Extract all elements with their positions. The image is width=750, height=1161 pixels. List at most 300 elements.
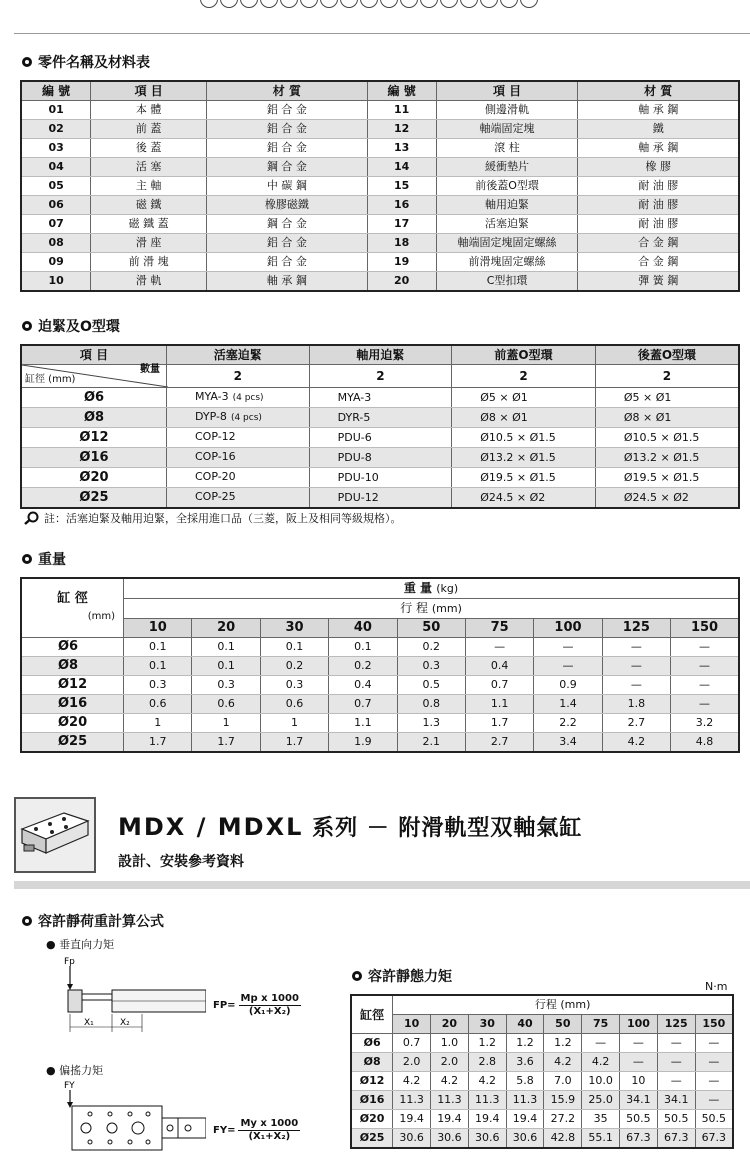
weight-cell: 4.8 [671,733,739,753]
weight-cell: 2.2 [534,714,602,733]
table-row [21,408,739,428]
table-cell: 磁 鐵 蓋 [91,215,207,234]
moment-cell: 1.2 [506,1034,544,1053]
table-cell: Ø10.5 × Ø1.5 [595,428,739,448]
weight-cell: — [671,695,739,714]
table-cell: 彈 簧 鋼 [578,272,739,292]
table-cell: 04 [21,158,91,177]
bore-cell: Ø16 [21,695,124,714]
moment-cell: — [695,1072,733,1091]
weight-table [20,577,740,753]
table-row [21,101,739,120]
table-cell: 軸 承 鋼 [207,272,367,292]
qty-cell: 2 [452,365,596,388]
table-row [21,158,739,177]
weight-cell: 0.6 [124,695,192,714]
moment-cell: 4.2 [582,1053,620,1072]
qty-cell: 2 [166,365,309,388]
piston-seal-cell [166,428,309,448]
moment-cell: — [657,1072,695,1091]
piston-seal-code: COP-16 [194,450,236,463]
table-cell: 橡膠磁鐵 [207,196,367,215]
stroke-header: 75 [465,619,533,638]
piston-seal-code: COP-20 [194,470,236,483]
moment-cell: 2.0 [393,1053,431,1072]
moment-cell: 4.2 [393,1072,431,1091]
moment-cell: 35 [582,1110,620,1129]
weight-cell: 0.3 [192,676,260,695]
table-cell: Ø19.5 × Ø1.5 [452,468,596,488]
table-row [351,1053,733,1072]
weight-title [124,578,739,599]
table-cell: 軸 承 鋼 [578,139,739,158]
table-cell: 05 [21,177,91,196]
table-cell: 側邊滑軌 [436,101,578,120]
weight-cell: 1.7 [124,733,192,753]
formula-fy-denominator: (X₁+X₂) [248,1131,291,1142]
formula-fp-denominator: (X₁+X₂) [248,1006,291,1017]
stroke-header: 100 [620,1015,658,1034]
weight-cell: 1.9 [329,733,397,753]
table-cell: 19 [367,253,436,272]
weight-cell: 1.8 [602,695,670,714]
moment-cell: — [657,1034,695,1053]
col-header: 前蓋O型環 [452,345,596,365]
table-cell: Ø5 × Ø1 [595,388,739,408]
bullet-icon [22,321,32,331]
moment-cell: 2.8 [468,1053,506,1072]
weight-cell: 1.3 [397,714,465,733]
weight-cell: 2.1 [397,733,465,753]
table-cell: 軸 承 鋼 [578,101,739,120]
fy-label: FY [64,1081,75,1091]
moment-cell: 3.6 [506,1053,544,1072]
col-header: 後蓋O型環 [595,345,739,365]
bore-cell: Ø8 [351,1053,393,1072]
moment-cell: 4.2 [468,1072,506,1091]
moment-cell: 30.6 [393,1129,431,1149]
table-row [21,733,739,753]
table-cell: 合 金 鋼 [578,234,739,253]
weight-title-text: 重 量 [403,581,433,595]
seals-heading: 迫緊及O型環 [22,316,120,336]
banner-bar [14,881,750,889]
table-row [351,1129,733,1149]
bullet-icon [22,554,32,564]
moment-bore-header: 缸徑 [351,995,393,1034]
weight-cell: — [671,657,739,676]
table-row [21,177,739,196]
moment-cell: 55.1 [582,1129,620,1149]
table-cell: 耐 油 膠 [578,196,739,215]
weight-cell: — [602,657,670,676]
table-cell: 橡 膠 [578,158,739,177]
table-cell: 鋼 合 金 [207,158,367,177]
yaw-moment-text: 偏搖力矩 [59,1064,104,1077]
static-moment-table [350,994,734,1149]
moment-cell: 15.9 [544,1091,582,1110]
formula-fp-numerator: Mp x 1000 [240,993,299,1004]
table-cell: 後 蓋 [91,139,207,158]
table-cell: Ø24.5 × Ø2 [595,488,739,509]
piston-seal-qty: (4 pcs) [232,393,264,403]
table-cell: Ø13.2 × Ø1.5 [452,448,596,468]
series-subtitle: 設計、安裝參考資料 [118,854,244,870]
weight-cell: 0.6 [192,695,260,714]
moment-cell: 19.4 [506,1110,544,1129]
table-cell: 前滑塊固定螺絲 [436,253,578,272]
table-cell: 20 [367,272,436,292]
stroke-label: 行 程 [400,601,429,615]
table-cell: 15 [367,177,436,196]
weight-cell: — [534,657,602,676]
piston-seal-code: DYP-8 [194,410,227,423]
moment-cell: — [582,1034,620,1053]
weight-cell: — [602,638,670,657]
stroke-header: 40 [506,1015,544,1034]
moment-cell: 50.5 [620,1110,658,1129]
stroke-header: 150 [671,619,739,638]
moment-cell: — [620,1034,658,1053]
table-cell: PDU-12 [309,488,452,509]
top-divider [14,33,750,34]
table-row [21,468,739,488]
moment-cell: 27.2 [544,1110,582,1129]
col-item-header: 項 目 [21,345,166,365]
table-cell: Ø10.5 × Ø1.5 [452,428,596,448]
col-header: 項 目 [436,81,578,101]
table-row [21,120,739,139]
table-row [21,253,739,272]
table-cell: Ø13.2 × Ø1.5 [595,448,739,468]
weight-cell: 0.2 [397,638,465,657]
bore-cell: Ø6 [21,388,166,408]
moment-cell: 11.3 [468,1091,506,1110]
stroke-header: 75 [582,1015,620,1034]
parts-material-table [20,80,740,292]
table-cell: 磁 鐵 [91,196,207,215]
moment-cell: 67.3 [657,1129,695,1149]
table-cell: 鋁 合 金 [207,234,367,253]
table-cell: PDU-6 [309,428,452,448]
yaw-load-diagram [56,1078,206,1161]
series-title-rest: 系列 － 附滑軌型双軸氣缸 [312,816,583,841]
bore-label: 缸 徑 [57,591,88,606]
moment-cell: 19.4 [393,1110,431,1129]
weight-cell: — [465,638,533,657]
moment-cell: 11.3 [431,1091,469,1110]
weight-cell: 1.7 [260,733,328,753]
bore-unit: (mm) [87,611,116,622]
moment-cell: 4.2 [544,1053,582,1072]
moment-cell: 30.6 [506,1129,544,1149]
formula-fp [213,993,301,1018]
x2-label: X₂ [120,1018,130,1028]
piston-seal-code: MYA-3 [194,390,229,403]
weight-cell: 0.3 [124,676,192,695]
bore-cell: Ø20 [21,714,124,733]
cylinder-product-icon [14,797,96,873]
bore-cell: Ø16 [21,448,166,468]
bore-cell: Ø8 [21,408,166,428]
yaw-moment-label: ● 偏搖力矩 [46,1064,104,1077]
table-cell: 07 [21,215,91,234]
weight-heading: 重量 [22,549,66,569]
table-cell: 鐵 [578,120,739,139]
moment-cell: 30.6 [468,1129,506,1149]
table-cell: 緩衝墊片 [436,158,578,177]
table-row [21,676,739,695]
moment-cell: 67.3 [695,1129,733,1149]
weight-cell: 3.4 [534,733,602,753]
bullet-icon [352,971,362,981]
weight-cell: 1.4 [534,695,602,714]
table-cell: 滑 軌 [91,272,207,292]
weight-cell: 1 [124,714,192,733]
table-cell: Ø8 × Ø1 [452,408,596,428]
table-cell: 鋁 合 金 [207,253,367,272]
bore-cell: Ø16 [351,1091,393,1110]
series-title-latin: MDX / MDXL [118,813,304,841]
table-row [351,1072,733,1091]
moment-cell: 2.0 [431,1053,469,1072]
table-cell: 12 [367,120,436,139]
moment-cell: — [695,1034,733,1053]
col-header: 軸用迫緊 [309,345,452,365]
table-cell: 鋁 合 金 [207,139,367,158]
table-cell: 鋼 合 金 [207,215,367,234]
piston-seal-cell [166,468,309,488]
piston-seal-code: COP-25 [194,490,236,503]
table-cell: MYA-3 [309,388,452,408]
piston-seal-cell [166,448,309,468]
bore-cell: Ø12 [351,1072,393,1091]
bore-cell: Ø25 [21,733,124,753]
qty-cell: 2 [595,365,739,388]
moment-cell: 5.8 [506,1072,544,1091]
stroke-header: 150 [695,1015,733,1034]
weight-cell: 0.1 [329,638,397,657]
table-cell: Ø5 × Ø1 [452,388,596,408]
weight-cell: 0.9 [534,676,602,695]
moment-cell: 34.1 [620,1091,658,1110]
table-row [21,638,739,657]
table-cell: 中 碳 鋼 [207,177,367,196]
bore-cell: Ø25 [351,1129,393,1149]
table-cell: DYR-5 [309,408,452,428]
table-cell: 合 金 鋼 [578,253,739,272]
weight-cell: — [671,676,739,695]
table-row [21,448,739,468]
table-row [21,714,739,733]
stroke-header: 125 [657,1015,695,1034]
stroke-header: 10 [393,1015,431,1034]
moment-cell: — [620,1053,658,1072]
table-cell: 耐 油 膠 [578,177,739,196]
table-row [21,272,739,292]
stroke-title [124,599,739,619]
seals-note: 註：活塞迫緊及軸用迫緊，全採用進口品（三菱，阪上及相同等級規格）。 [24,510,402,526]
weight-cell: 2.7 [602,714,670,733]
diagonal-header-cell [21,365,166,388]
series-banner [14,797,750,889]
table-cell: 鋁 合 金 [207,120,367,139]
stroke-header: 20 [192,619,260,638]
table-row [21,215,739,234]
piston-seal-cell [166,388,309,408]
table-cell: PDU-8 [309,448,452,468]
stroke-header: 30 [260,619,328,638]
weight-cell: 1 [260,714,328,733]
bullet-icon [22,57,32,67]
table-cell: 09 [21,253,91,272]
stroke-header: 30 [468,1015,506,1034]
formula-fp-lhs: FP= [213,1000,236,1011]
table-row [21,657,739,676]
top-circle-row [200,0,538,10]
stroke-header: 50 [397,619,465,638]
vertical-load-diagram [56,954,206,1036]
moment-cell: 11.3 [393,1091,431,1110]
stroke-header: 50 [544,1015,582,1034]
table-row [351,1091,733,1110]
table-cell: C型扣環 [436,272,578,292]
bullet-icon [22,916,32,926]
piston-seal-cell [166,488,309,509]
weight-cell: 0.1 [124,657,192,676]
col-header: 項 目 [91,81,207,101]
table-row [21,695,739,714]
weight-unit: (kg) [436,582,459,595]
moment-cell: — [695,1053,733,1072]
table-row [21,428,739,448]
table-cell: 01 [21,101,91,120]
weight-cell: 0.8 [397,695,465,714]
table-row [351,1034,733,1053]
moment-cell: 10.0 [582,1072,620,1091]
table-cell: 17 [367,215,436,234]
weight-cell: 0.7 [329,695,397,714]
table-row [21,388,739,408]
moment-cell: 7.0 [544,1072,582,1091]
table-cell: PDU-10 [309,468,452,488]
vertical-moment-text: 垂直向力矩 [59,938,115,951]
stroke-header: 125 [602,619,670,638]
weight-cell: 1.7 [192,733,260,753]
weight-cell: 0.6 [260,695,328,714]
piston-seal-qty: (4 pcs) [230,413,262,423]
table-row [21,488,739,509]
weight-cell: 0.1 [124,638,192,657]
moment-cell: 30.6 [431,1129,469,1149]
series-title [118,811,582,842]
moment-cell: 19.4 [468,1110,506,1129]
col-header: 材 質 [207,81,367,101]
moment-cell: 1.0 [431,1034,469,1053]
table-cell: 06 [21,196,91,215]
table-cell: 前 蓋 [91,120,207,139]
fp-label: Fp [64,957,75,967]
weight-cell: 0.2 [329,657,397,676]
table-cell: Ø8 × Ø1 [595,408,739,428]
table-row [21,234,739,253]
stroke-header: 100 [534,619,602,638]
bore-cell: Ø12 [21,676,124,695]
piston-seal-cell [166,408,309,428]
bore-cell: Ø6 [21,638,124,657]
moment-cell: — [657,1053,695,1072]
bore-cell: Ø25 [21,488,166,509]
weight-cell: 0.7 [465,676,533,695]
weight-cell: 2.7 [465,733,533,753]
weight-cell: 0.4 [465,657,533,676]
weight-cell: 0.4 [329,676,397,695]
col-header: 編 號 [21,81,91,101]
table-cell: 活塞迫緊 [436,215,578,234]
moment-cell: — [695,1091,733,1110]
table-cell: 18 [367,234,436,253]
moment-stroke-header: 行程 (mm) [393,995,733,1015]
seals-table [20,344,740,509]
weight-cell: 1.1 [465,695,533,714]
magnifier-icon [24,511,40,525]
table-cell: 08 [21,234,91,253]
table-cell: 主 軸 [91,177,207,196]
weight-cell: 0.2 [260,657,328,676]
table-cell: Ø19.5 × Ø1.5 [595,468,739,488]
x1-label: X₁ [84,1018,94,1028]
table-row [21,139,739,158]
bore-cell: Ø6 [351,1034,393,1053]
weight-cell: 1.7 [465,714,533,733]
qty-label: 數量 [139,364,160,375]
table-cell: 13 [367,139,436,158]
table-cell: Ø24.5 × Ø2 [452,488,596,509]
formula-fy-numerator: My x 1000 [240,1118,299,1129]
table-cell: 本 體 [91,101,207,120]
weight-cell: 0.3 [260,676,328,695]
table-cell: 03 [21,139,91,158]
table-cell: 11 [367,101,436,120]
vertical-moment-label: ● 垂直向力矩 [46,938,115,951]
weight-cell: — [602,676,670,695]
moment-cell: 1.2 [468,1034,506,1053]
col-header: 編 號 [367,81,436,101]
moment-cell: 4.2 [431,1072,469,1091]
moment-cell: 50.5 [657,1110,695,1129]
table-cell: 耐 油 膠 [578,215,739,234]
weight-cell: 0.1 [192,638,260,657]
weight-cell: — [671,638,739,657]
load-heading: 容許靜荷重計算公式 [22,911,164,931]
qty-cell: 2 [309,365,452,388]
table-cell: 滾 柱 [436,139,578,158]
table-row [351,1110,733,1129]
weight-cell: 4.2 [602,733,670,753]
piston-seal-code: COP-12 [194,430,236,443]
moment-cell: 50.5 [695,1110,733,1129]
stroke-unit: (mm) [431,602,462,615]
bore-cell: Ø20 [21,468,166,488]
table-cell: 軸用迫緊 [436,196,578,215]
col-header: 活塞迫緊 [166,345,309,365]
moment-cell: 0.7 [393,1034,431,1053]
table-row [21,196,739,215]
bore-header [21,578,124,638]
stroke-header: 40 [329,619,397,638]
table-cell: 鋁 合 金 [207,101,367,120]
weight-cell: 0.5 [397,676,465,695]
